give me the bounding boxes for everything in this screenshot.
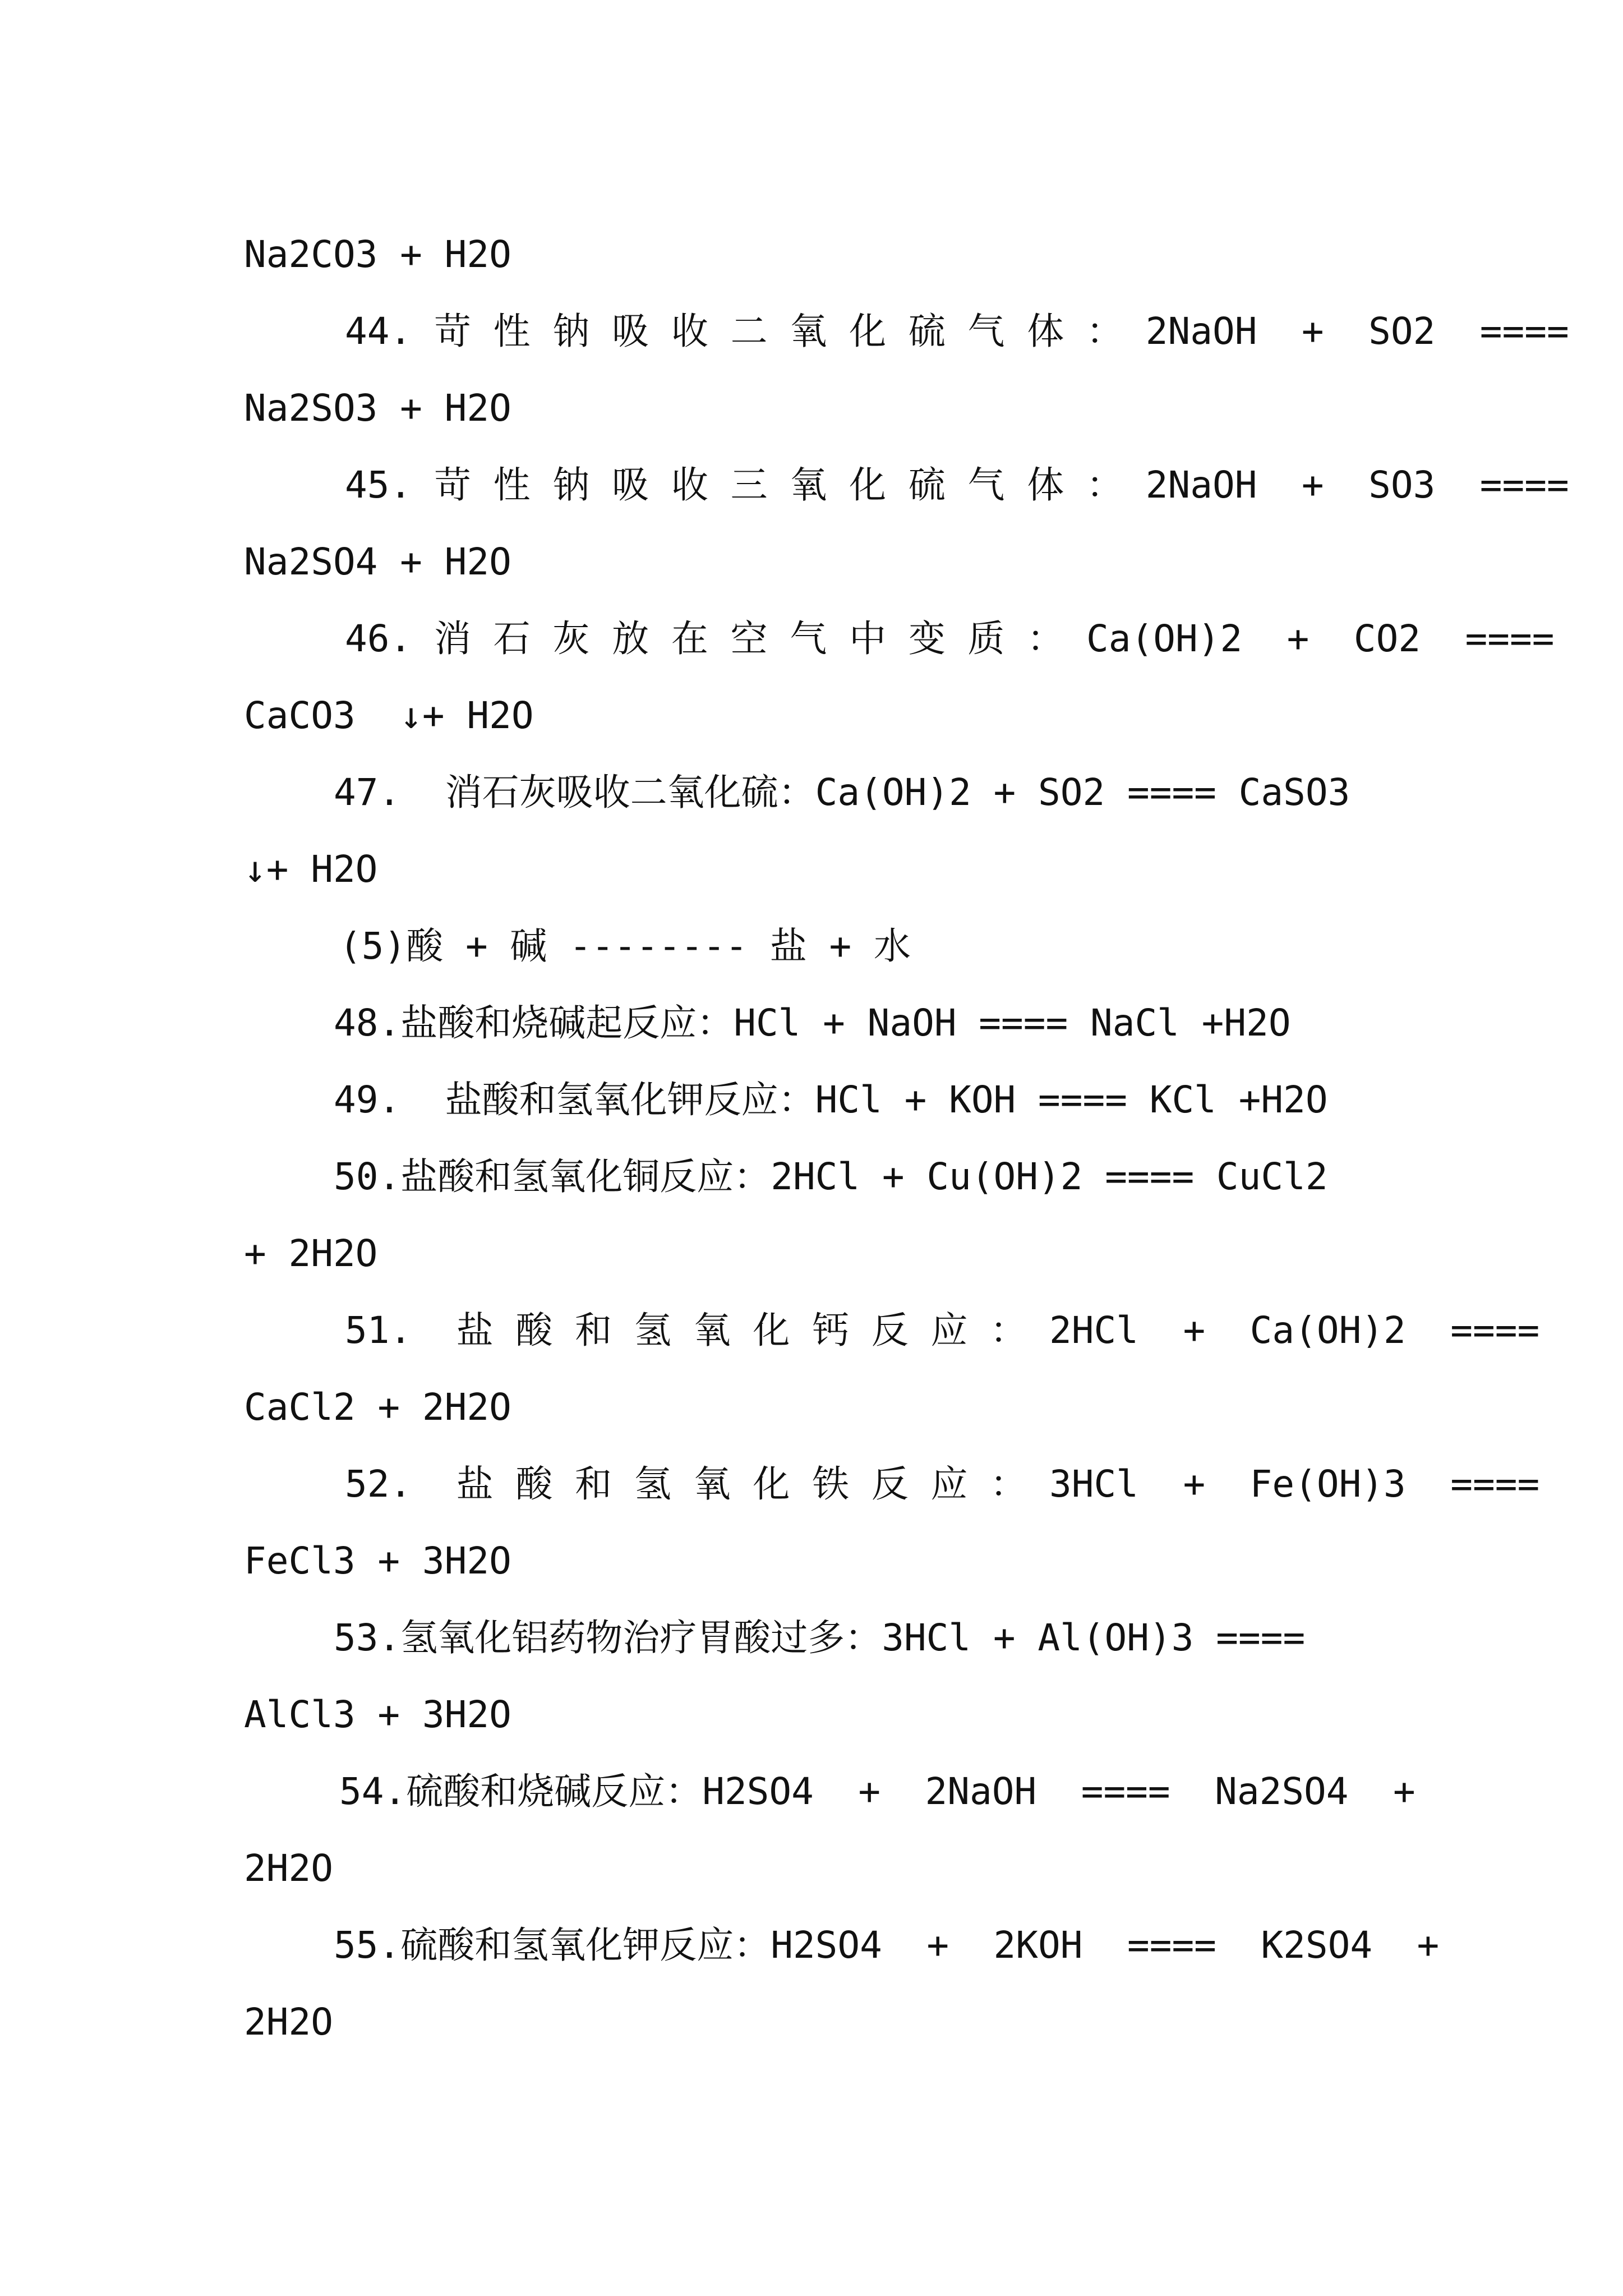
text-line: 53.氢氧化铝药物治疗胃酸过多：3HCl + Al(OH)3 ==== — [334, 1616, 1306, 1659]
text-line: 50.盐酸和氢氧化铜反应：2HCl + Cu(OH)2 ==== CuCl2 — [334, 1155, 1328, 1198]
text-line: CaCl2 + 2H2O — [244, 1386, 511, 1429]
text-line: 47. 消石灰吸收二氧化硫：Ca(OH)2 + SO2 ==== CaSO3 — [334, 771, 1350, 814]
text-line: 45. 苛 性 钠 吸 收 三 氧 化 硫 气 体 ： 2NaOH + SO3 ==== — [345, 463, 1569, 507]
text-line: 51. 盐 酸 和 氢 氧 化 钙 反 应 ： 2HCl + Ca(OH)2 ==== — [345, 1309, 1540, 1352]
text-line: CaCO3 ↓+ H2O — [244, 694, 534, 737]
document-body — [244, 216, 1569, 2060]
text-line: Na2CO3 + H2O — [244, 233, 511, 276]
text-line: (5)酸 + 碱 -------- 盐 + 水 — [339, 924, 911, 968]
text-line: ↓+ H2O — [244, 848, 378, 891]
text-line: 48.盐酸和烧碱起反应：HCl + NaOH ==== NaCl +H2O — [334, 1001, 1291, 1045]
text-line: 52. 盐 酸 和 氢 氧 化 铁 反 应 ： 3HCl + Fe(OH)3 ==== — [345, 1462, 1540, 1506]
text-line: Na2SO3 + H2O — [244, 386, 511, 430]
text-line: + 2H2O — [244, 1232, 378, 1275]
text-line: 2H2O — [244, 1847, 333, 1890]
text-line: 46. 消 石 灰 放 在 空 气 中 变 质 ： Ca(OH)2 + CO2 ==== — [345, 617, 1555, 660]
text-line: Na2SO4 + H2O — [244, 540, 511, 583]
text-line: 54.硫酸和烧碱反应：H2SO4 + 2NaOH ==== Na2SO4 + — [339, 1770, 1415, 1813]
text-line: AlCl3 + 3H2O — [244, 1693, 511, 1736]
text-line: 44. 苛 性 钠 吸 收 二 氧 化 硫 气 体 ： 2NaOH + SO2 ==== — [345, 310, 1569, 353]
text-line: 49. 盐酸和氢氧化钾反应：HCl + KOH ==== KCl +H2O — [334, 1078, 1328, 1121]
text-line: 2H2O — [244, 2000, 333, 2044]
text-line: FeCl3 + 3H2O — [244, 1539, 511, 1582]
text-line: 55.硫酸和氢氧化钾反应：H2SO4 + 2KOH ==== K2SO4 + — [334, 1924, 1440, 1967]
